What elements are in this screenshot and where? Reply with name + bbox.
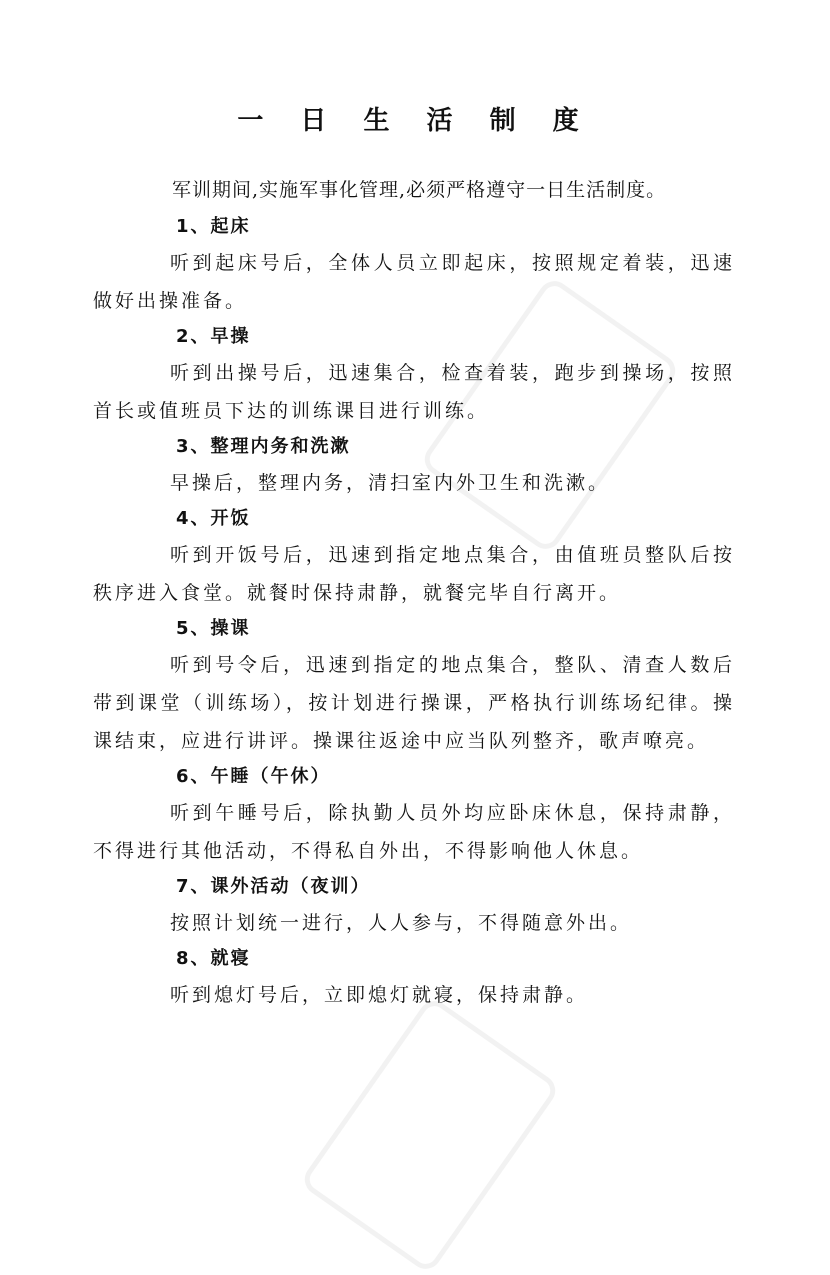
section-morning-exercise bbox=[93, 320, 735, 430]
section-heading: 7、课外活动（夜训） bbox=[176, 876, 371, 897]
intro-paragraph: 军训期间,实施军事化管理,必须严格遵守一日生活制度。 bbox=[172, 179, 667, 201]
section-drill-class bbox=[93, 612, 735, 760]
section-meals bbox=[93, 502, 735, 612]
section-extracurricular bbox=[170, 870, 735, 942]
section-heading: 1、起床 bbox=[176, 216, 251, 237]
section-lights-out bbox=[170, 942, 735, 1014]
watermark bbox=[299, 995, 562, 1275]
page-title: 一 日 生 活 制 度 bbox=[237, 106, 593, 136]
section-heading: 6、午睡（午休） bbox=[176, 766, 331, 787]
section-body: 早操后，整理内务，清扫室内外卫生和洗漱。 bbox=[170, 472, 611, 494]
section-body: 听到午睡号后，除执勤人员外均应卧床休息，保持肃静，不得进行其他活动，不得私自外出，不得影响他人休息。 bbox=[93, 802, 735, 862]
section-body: 按照计划统一进行，人人参与，不得随意外出。 bbox=[170, 912, 633, 934]
section-body: 听到熄灯号后，立即熄灯就寝，保持肃静。 bbox=[170, 984, 589, 1006]
section-heading: 5、操课 bbox=[176, 618, 251, 639]
section-body: 听到开饭号后，迅速到指定地点集合，由值班员整队后按秩序进入食堂。就餐时保持肃静，就餐完毕自行离开。 bbox=[93, 544, 735, 604]
section-heading: 4、开饭 bbox=[176, 508, 251, 529]
section-housekeeping bbox=[170, 430, 735, 502]
section-body: 听到出操号后，迅速集合，检查着装，跑步到操场，按照首长或值班员下达的训练课目进行训练。 bbox=[93, 362, 735, 422]
section-wake-up bbox=[93, 210, 735, 320]
section-body: 听到号令后，迅速到指定的地点集合，整队、清查人数后带到课堂（训练场），按计划进行操课，严格执行训练场纪律。操课结束，应进行讲评。操课往返途中应当队列整齐，歌声嘹亮。 bbox=[93, 654, 735, 752]
section-heading: 8、就寝 bbox=[176, 948, 251, 969]
section-body: 听到起床号后，全体人员立即起床，按照规定着装，迅速做好出操准备。 bbox=[93, 252, 735, 312]
document-body bbox=[93, 170, 735, 1014]
section-heading: 3、整理内务和洗漱 bbox=[176, 436, 351, 457]
section-heading: 2、早操 bbox=[176, 326, 251, 347]
section-nap bbox=[93, 760, 735, 870]
